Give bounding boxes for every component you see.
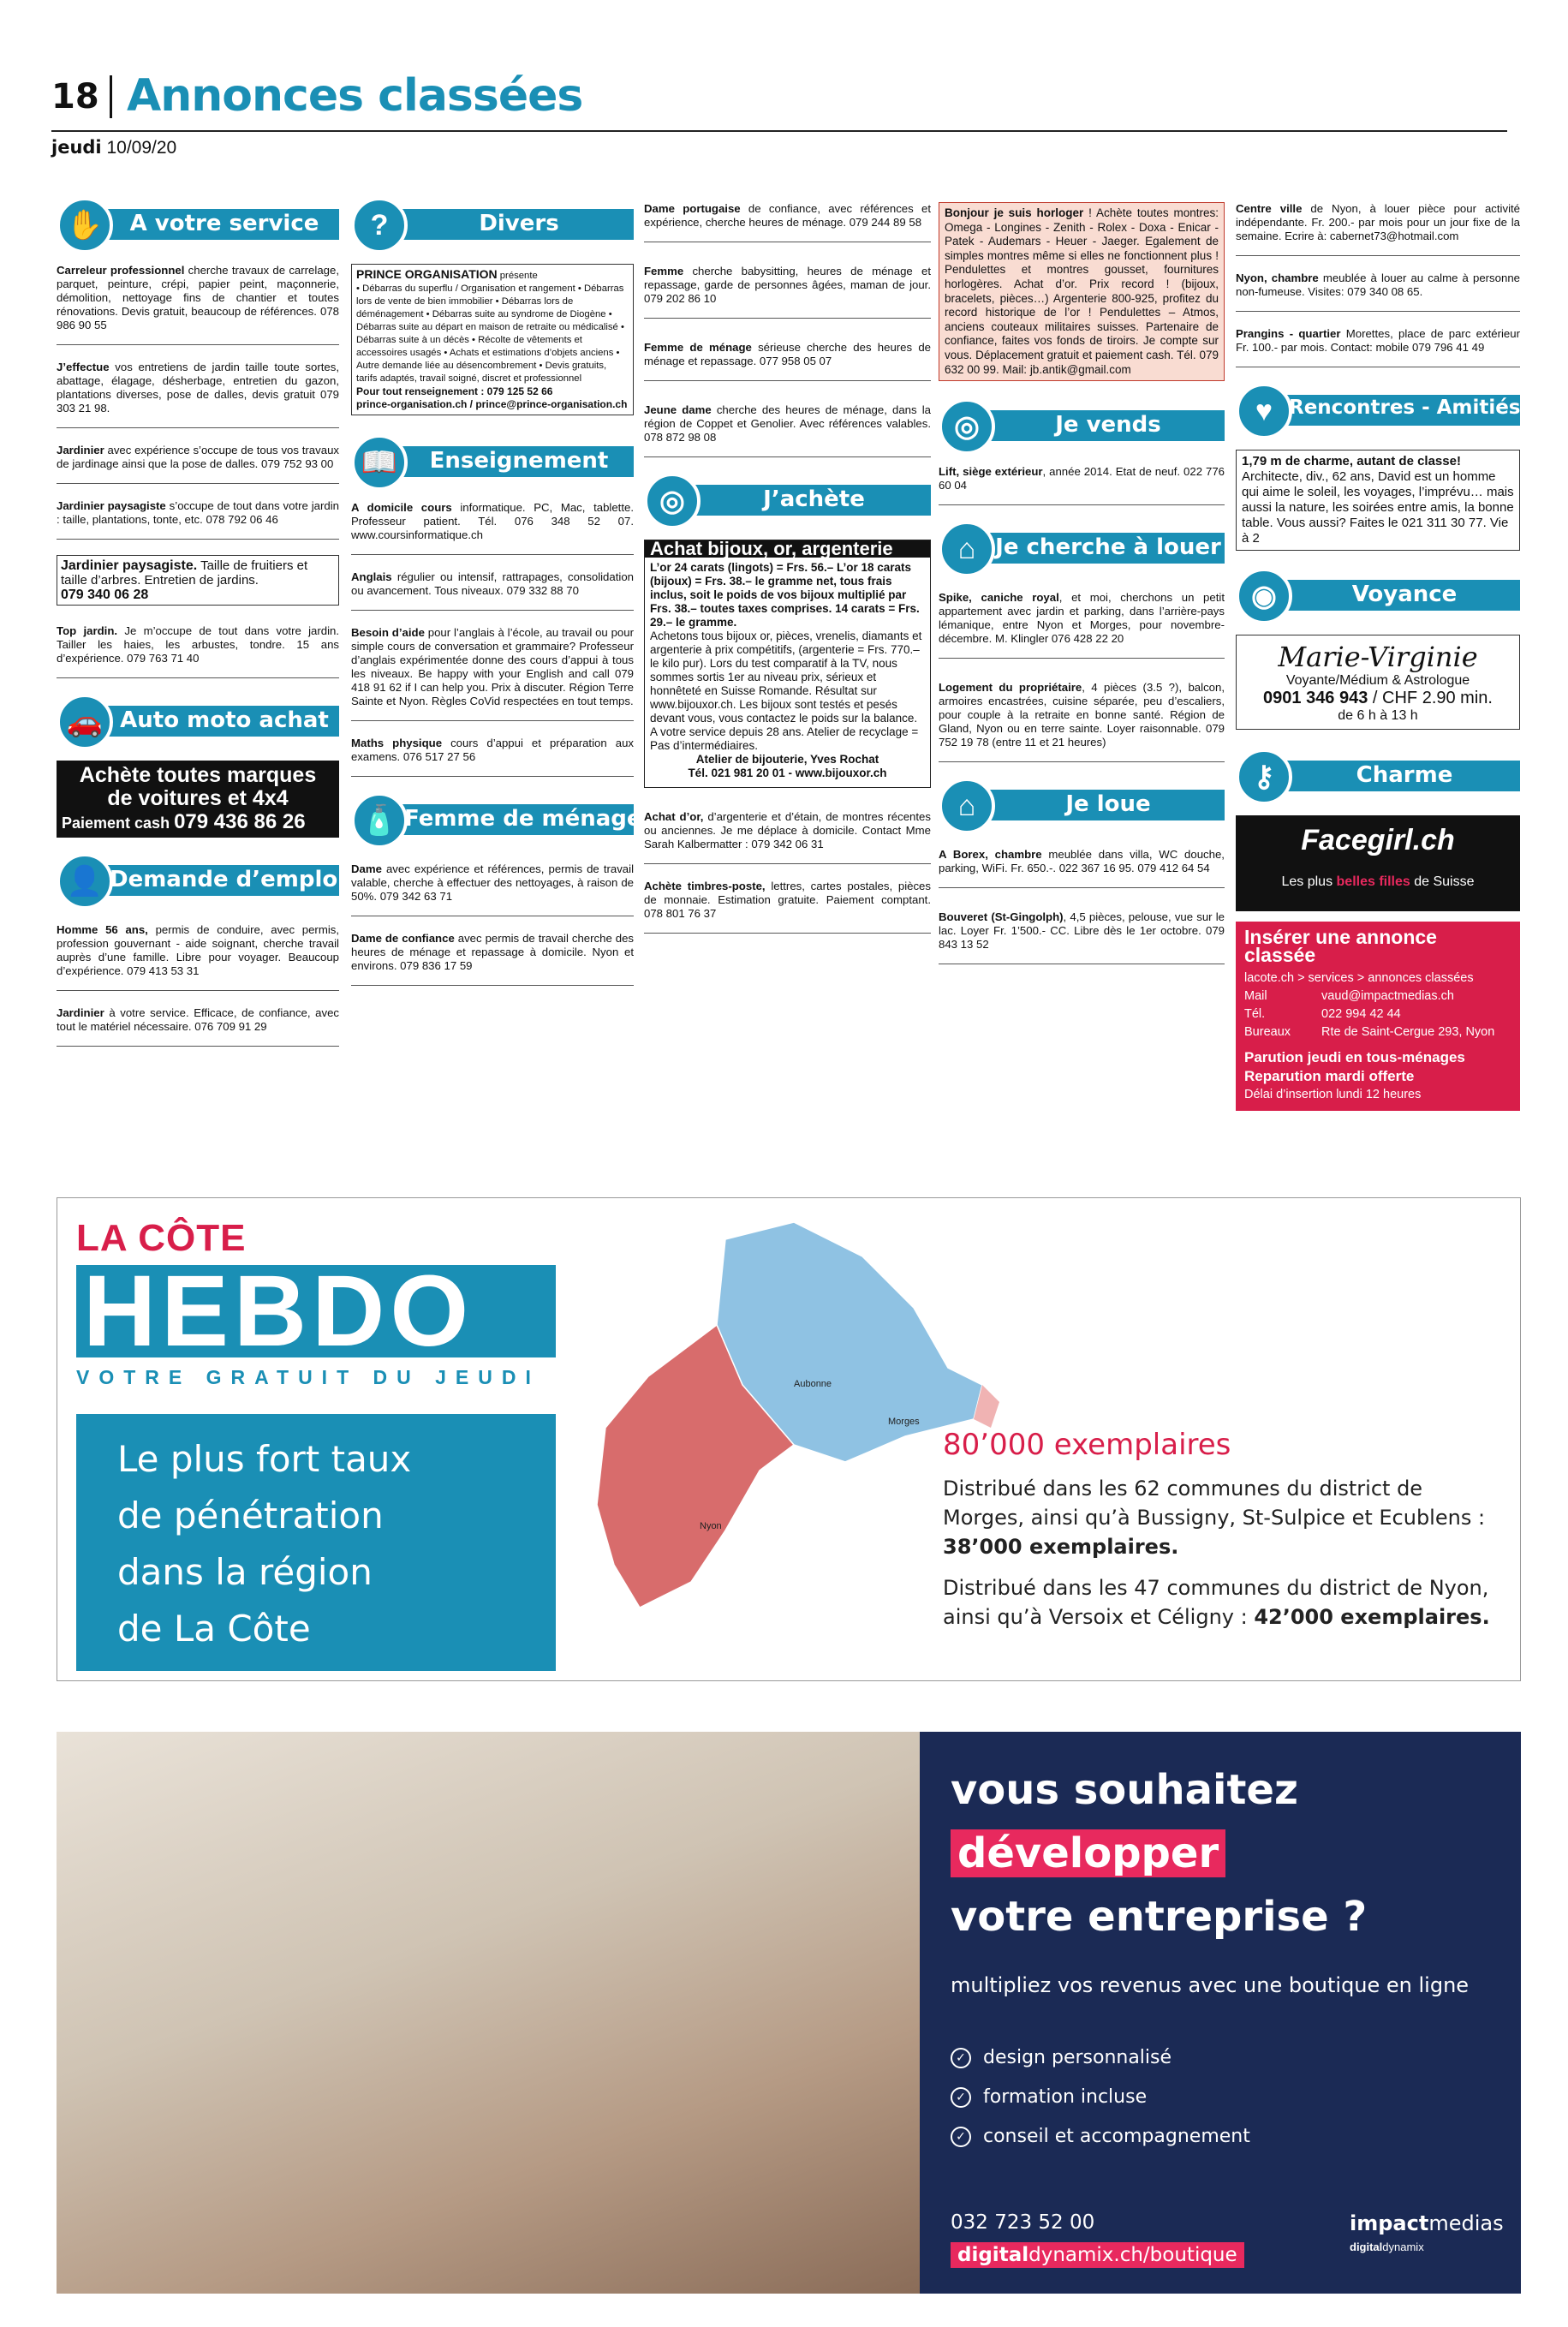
classified-ad: Achat d’or, d’argenterie et d’étain, de montres récentes ou anciennes. Je me déplace à domicile. Contact Mme Sarah Kalbermatter : 079 342 06 31 xyxy=(644,810,931,864)
classified-ad: Jardinier paysagiste s’occupe de tout dans votre jardin : taille, plantations, tonte, etc. 078 792 06 46 xyxy=(57,499,339,540)
classified-ad: Centre ville de Nyon, à louer pièce pour activité indépendante. Fr. 200.- par mois pour un jour fixe de la semaine. Ecrire à: cabernet73@hotmail.com xyxy=(1236,202,1520,256)
boutique-promo-ad xyxy=(57,1732,1521,2294)
hebdo-lacote: LA CÔTE xyxy=(76,1217,247,1259)
classified-ad: Dame portugaise de confiance, avec références et expérience, cherche heures de ménage. 079 244 89 58 xyxy=(644,202,931,242)
hebdo-slogan: Le plus fort taux de pénétration dans la région de La Côte xyxy=(76,1414,556,1671)
promo-subtitle: multipliez vos revenus avec une boutique en ligne xyxy=(951,1973,1470,1997)
page-title: Annonces classées xyxy=(127,70,583,122)
boxed-ad: Jardinier paysagiste. Taille de fruitiers et taille d’arbres. Entretien de jardins. 079 340 06 28 xyxy=(57,555,339,606)
promo-phone: 032 723 52 00 xyxy=(951,2211,1095,2234)
section-a-votre-service: ✋ A votre service xyxy=(57,197,339,245)
page-header xyxy=(51,70,1507,132)
section-auto-moto: 🚗 Auto moto achat xyxy=(57,694,339,742)
classified-ad: A domicile cours informatique. PC, Mac, tablette. Professeur patient. Tél. 076 348 52 07. www.coursinformatique.ch xyxy=(351,501,634,555)
classified-ad: Bouveret (St-Gingolph), 4,5 pièces, pelouse, vue sur le lac. Loyer Fr. 1’500.- CC. Libre dès le 1er octobre. 079 843 13 52 xyxy=(939,910,1225,964)
day: jeudi xyxy=(51,137,102,158)
classified-ad: Femme de ménage sérieuse cherche des heures de ménage et repassage. 077 958 05 07 xyxy=(644,341,931,381)
digitaldynamix-logo: digitaldynamix xyxy=(1350,2240,1424,2253)
shop-photo xyxy=(57,1732,920,2294)
classified-ad: Top jardin. Je m’occupe de tout dans votre jardin. Tailler les haies, les arbustes, tondre. 15 ans d’expérience. 079 763 71 40 xyxy=(57,624,339,678)
check-icon: ✓ xyxy=(951,2127,971,2147)
section-charme: ⚷ Charme xyxy=(1236,749,1520,797)
classified-ad: Anglais régulier ou intensif, rattrapages, consolidation ou avancement. Tous niveaux. 079 332 88 70 xyxy=(351,570,634,611)
eye-icon: ◉ xyxy=(1236,568,1292,624)
section-voyance: ◉ Voyance xyxy=(1236,568,1520,616)
header-rule xyxy=(51,130,1507,132)
section-enseignement: 📖 Enseignement xyxy=(351,434,634,482)
classified-ad: Jardinier à votre service. Efficace, de confiance, avec tout le matériel nécessaire. 076 709 91 29 xyxy=(57,1006,339,1047)
column-1 xyxy=(57,197,346,1062)
classified-ad: A Borex, chambre meublée dans villa, WC douche, parking, WiFi. Fr. 650.-. 022 367 16 95. 079 412 64 54 xyxy=(939,848,1225,888)
promo-headline-1: vous souhaitez xyxy=(951,1766,1298,1814)
map-label: Morges xyxy=(888,1417,920,1427)
classified-ad: Nyon, chambre meublée à louer au calme à personne non-fumeuse. Visites: 079 340 08 65. xyxy=(1236,271,1520,312)
auto-banner: Achète toutes marques de voitures et 4x4 Paiement cash 079 436 86 26 xyxy=(57,761,339,838)
list-item: ✓ conseil et accompagnement xyxy=(951,2117,1250,2157)
section-jachete: ◎ J’achète xyxy=(644,473,931,521)
promo-headline-2: développer xyxy=(951,1829,1225,1877)
list-item: ✓ design personnalisé xyxy=(951,2038,1250,2078)
hebdo-exemplaires: 80’000 exemplaires xyxy=(943,1428,1231,1462)
column-5 xyxy=(1236,202,1520,1111)
horloger-ad: Bonjour je suis horloger ! Achète toutes montres: Omega - Longines - Zenith - Rolex - Doxa - Enicar - Patek - Audemars - Heuer - Jaeger. Egalement de simples montres même si elles ne fonctionnent plus ! Pendulettes et montres gousset, fournitures horlogères. Achat d’or. Prix record ! (bijoux, bracelets, pièces…) Argenterie 800-925, profitez du record historique de l’or ! Pendulettes – Atmos, anciens couteaux militaires suisses. Partenaire de confiance, faites vos fonds de tiroirs. Je compte sur vous. Déplacement gratuit et paiement cash. Tél. 079 632 00 99. Mail: jb.antik@gmail.com xyxy=(939,202,1225,381)
classified-ad: Maths physique cours d’appui et préparation aux examens. 076 517 27 56 xyxy=(351,737,634,777)
classified-ad: Achète timbres-poste, lettres, cartes postales, pièces de monnaie. Estimation gratuite. Paiement comptant. 078 801 76 37 xyxy=(644,880,931,934)
heart-icon: ♥ xyxy=(1236,383,1292,439)
column-3 xyxy=(644,202,931,949)
keyhole-icon: ⚷ xyxy=(1236,749,1292,805)
hebdo-logo: HEBDO xyxy=(76,1265,556,1357)
section-divers: ? Divers xyxy=(351,197,634,245)
classified-ad: Lift, siège extérieur, année 2014. Etat de neuf. 022 776 60 04 xyxy=(939,465,1225,505)
inserer-annonce-box: Insérer une annonce classée lacote.ch > services > annonces classées Mail vaud@impactmedias.ch Tél. 022 994 42 44 Bureaux Rte de Saint-Cergue 293, Nyon Parution jeudi en tous-ménages Reparution mardi offerte Délai d’insertion lundi 12 heures xyxy=(1236,922,1520,1111)
hebdo-tagline: VOTRE GRATUIT DU JEUDI xyxy=(76,1366,540,1388)
person-icon: 👤 xyxy=(57,853,113,910)
facegirl-ad: Facegirl.ch Les plus belles filles de Suisse xyxy=(1236,815,1520,911)
header-divider xyxy=(110,75,112,118)
hebdo-morges: Distribué dans les 62 communes du district de Morges, ainsi qu’à Bussigny, St-Sulpice et Ecublens : 38’000 exemplaires. xyxy=(943,1477,1486,1559)
dateline xyxy=(51,137,176,158)
classified-ad: Spike, caniche royal, et moi, cherchons un petit appartement avec jardin et parking, dans l’arrière-pays lémanique, entre Nyon et Morges, pour novembre-décembre. M. Klingler 076 428 22 20 xyxy=(939,591,1225,659)
section-je-loue: ⌂ Je loue xyxy=(939,778,1225,826)
promo-url[interactable]: digitaldynamix.ch/boutique xyxy=(951,2242,1244,2268)
classified-ad: Besoin d’aide pour l’anglais à l’école, au travail ou pour simple cours de conversation et grammaire? Professeur d’anglais expérimentée donne des cours d’appui à tous les niveaux. Be happy with your English and call 079 418 91 62 if I can help you. Prix à discuter. Région Terre Sainte et Nyon. Règles CoVid respectées en tout temps. xyxy=(351,626,634,721)
map-label: Aubonne xyxy=(794,1379,832,1389)
classified-ad: Dame avec expérience et références, permis de travail valable, cherche à effectuer des nettoyages, à raison de 50%. 079 342 63 71 xyxy=(351,862,634,916)
classified-ad: Femme cherche babysitting, heures de ménage et repassage, garde de personnes âgées, maman de jour. 079 202 86 10 xyxy=(644,265,931,319)
classified-ad: Carreleur professionnel cherche travaux de carrelage, parquet, peinture, crépi, papier peint, maçonnerie, démolition, nettoyage fins de chantier et toutes rénovations. Devis gratuit, beaucoup de références. 078 986 90 55 xyxy=(57,264,339,345)
page-number: 18 xyxy=(51,77,99,116)
classified-ad: Jeune dame cherche des heures de ménage, dans la région de Coppet et Genolier. Avec références valables. 078 872 98 08 xyxy=(644,403,931,457)
list-item: ✓ formation incluse xyxy=(951,2078,1250,2117)
promo-features xyxy=(951,2038,1250,2157)
section-femme-menage: 🧴 Femme de ménage xyxy=(351,792,634,840)
section-je-cherche: ⌂ Je cherche à louer xyxy=(939,521,1225,569)
prince-organisation-ad: PRINCE ORGANISATION présente • Débarras du superflu / Organisation et rangement • Débarras lors de vente de bien immobilier • Débarras lors de déménagement • Débarras suite au syndrome de Diogène • Débarras suite au départ en maison de retraite ou médicalisé • Débarras suite à un décès • Récolte de vêtements et accessoires usagés • Achats et estimations d’objets anciens • Autre demande liée au désencombrement • Devis gratuits, tarifs adaptés, travail soigné, discret et professionnel Pour tout renseignement : 079 125 52 66 prince-organisation.ch / prince@prince-organisation.ch xyxy=(351,264,634,415)
classified-ad: Logement du propriétaire, 4 pièces (3.5 ?), balcon, armoires encastrées, cuisine séparée, peu d’escaliers, pour couple à la retraite en bonne santé. Région de Gland, Nyon ou en terre sainte. Loyer raisonnable. 079 752 19 78 (entre 11 et 21 heures) xyxy=(939,681,1225,762)
impactmedias-logo: impactmedias xyxy=(1350,2211,1504,2235)
question-icon: ? xyxy=(351,197,408,254)
hebdo-ad xyxy=(57,1197,1521,1681)
date: 10/09/20 xyxy=(106,138,177,158)
house-icon: ⌂ xyxy=(939,521,995,577)
hebdo-nyon: Distribué dans les 47 communes du district de Nyon, ainsi qu’à Versoix et Céligny : 42’000 exemplaires. xyxy=(943,1576,1490,1629)
hand-icon: ✋ xyxy=(57,197,113,254)
section-demande-emploi: 👤 Demande d’emploi xyxy=(57,853,339,901)
map-label: Nyon xyxy=(700,1521,722,1531)
rencontre-ad: 1,79 m de charme, autant de classe! Architecte, div., 62 ans, David est un homme qui aime le soleil, les voyages, l’imprévu… mais aussi la nature, les soirées entre amis, la bonne table. Vous aussi? Faites le 021 311 30 77. Vie à 2 xyxy=(1236,450,1520,551)
coins-icon: ◎ xyxy=(644,473,701,529)
section-je-vends: ◎ Je vends xyxy=(939,398,1225,446)
classified-ad: Jardinier avec expérience s’occupe de tous vos travaux de jardinage ainsi que la pose de dalles. 079 752 93 00 xyxy=(57,444,339,484)
promo-headline-3: votre entreprise ? xyxy=(951,1893,1368,1941)
bijoux-ad: Achat bijoux, or, argenterie L’or 24 carats (lingots) = Frs. 56.– L’or 18 carats (bijoux) = Frs. 38.– le gramme net, tous frais inclus, soit le poids de vos bijoux multiplié par Frs. 38.– toutes taxes comprises. 14 carats = Frs. 29.– le gramme. Achetons tous bijoux or, pièces, vrenelis, diamants et argenterie à prix compétitifs, (argenterie = Frs. 770.– le kilo pur). Lors du test comparatif à la TV, nous sommes sortis 1er au niveau prix, sérieux et honnêteté en Suisse Romande. Résultat sur www.bijouxor.ch. Les bijoux sont testés et pesés devant vous, vous contactez le poids sur la balance. A votre service depuis 28 ans. Atelier de recyclage = Pas d’intermédiaires. Atelier de bijouterie, Yves Rochat Tél. 021 981 20 01 - www.bijouxor.ch xyxy=(644,540,931,788)
classified-ad: Homme 56 ans, permis de conduire, avec permis, profession gouvernant - aide soignant, cherche travail auprès d’une famille. Libre pour voyager. Beaucoup d’expérience. 079 413 53 31 xyxy=(57,923,339,991)
classified-ad: J’effectue vos entretiens de jardin taille toute sortes, abattage, élagage, désherbage, entretien du gazon, plantations diverses, pose de dalles, devis gratuit 079 303 21 98. xyxy=(57,361,339,428)
column-4 xyxy=(939,202,1225,980)
classified-ad: Dame de confiance avec permis de travail cherche des heures de ménage et repassage à domicile. Nyon et environs. 079 836 17 59 xyxy=(351,932,634,986)
car-icon: 🚗 xyxy=(57,694,113,750)
check-icon: ✓ xyxy=(951,2087,971,2108)
check-icon: ✓ xyxy=(951,2048,971,2068)
marie-virginie-ad: Marie-Virginie Voyante/Médium & Astrologue 0901 346 943 / CHF 2.90 min. de 6 h à 13 h xyxy=(1236,635,1520,730)
section-rencontres: ♥ Rencontres - Amitiés xyxy=(1236,383,1520,431)
book-icon: 📖 xyxy=(351,434,408,491)
column-2 xyxy=(351,197,642,1001)
coins-icon: ◎ xyxy=(939,398,995,455)
classified-ad: Prangins - quartier Morettes, place de parc extérieur Fr. 100.- par mois. Contact: mobile 079 796 41 49 xyxy=(1236,327,1520,367)
spray-bottle-icon: 🧴 xyxy=(351,792,408,849)
house-icon: ⌂ xyxy=(939,778,995,834)
